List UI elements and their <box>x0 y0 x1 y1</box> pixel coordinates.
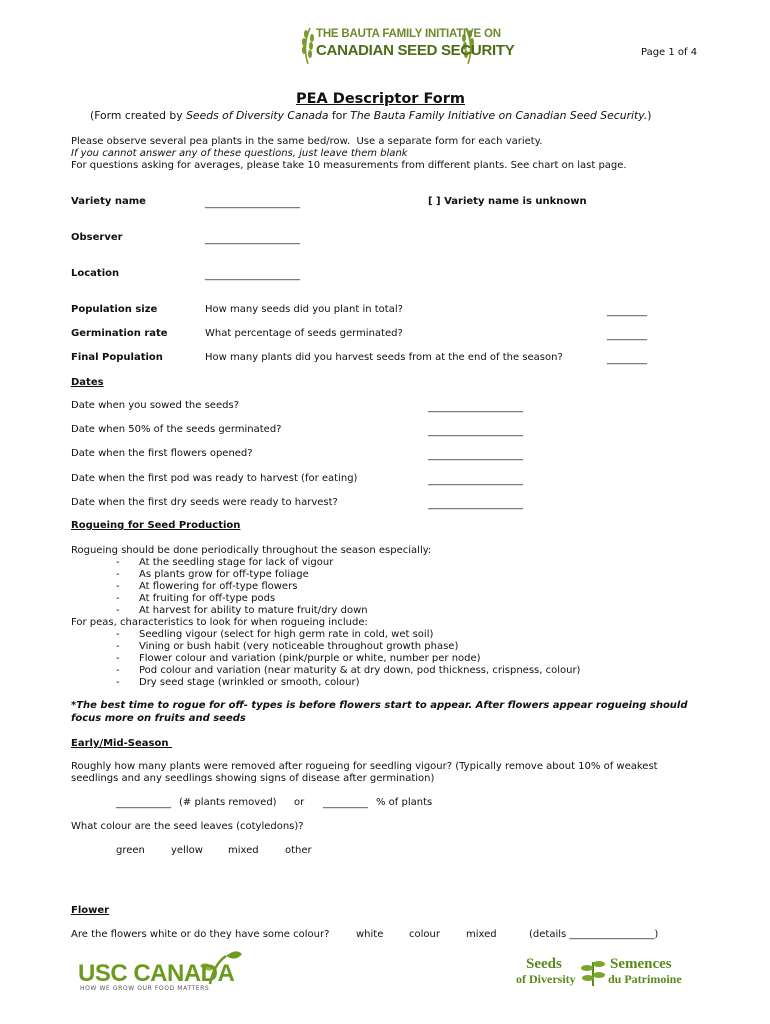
page-number: Page 1 of 4 <box>641 47 698 58</box>
flower-heading: Flower <box>71 905 110 916</box>
bullet-dash: - <box>116 593 120 604</box>
rogue-note-line-1: *The best time to rogue for off- types is before flowers start to appear. After flowers appear rogueing should <box>71 700 688 711</box>
option-white[interactable]: white <box>356 929 384 940</box>
bullet-dash: - <box>116 581 120 592</box>
list-item: At the seedling stage for lack of vigour <box>139 557 334 568</box>
intro-line-1: Please observe several pea plants in the same bed/row. Use a separate form for each variety. <box>71 136 543 147</box>
variety-label: Variety name <box>71 196 146 207</box>
list-item: At fruiting for off-type pods <box>139 593 276 604</box>
early-q1-line-1: Roughly how many plants were removed after rogueing for seedling vigour? (Typically remove about 10% of weakest <box>71 761 658 772</box>
usc-tagline: HOW WE GROW OUR FOOD MATTERS <box>80 985 210 992</box>
location-field[interactable]: ___________________ <box>205 270 300 281</box>
final-population-question: How many plants did you harvest seeds from at the end of the season? <box>205 352 563 363</box>
early-q1-line-2: seedlings and any seedlings showing signs of disease after germination) <box>71 773 435 784</box>
flower-details-field[interactable]: (details _________________) <box>529 929 659 940</box>
logo-line-1: THE BAUTA FAMILY INITIATIVE ON <box>316 28 501 40</box>
observer-field[interactable]: ___________________ <box>205 234 300 245</box>
sod-line-2: of Diversity <box>516 972 576 986</box>
list-item: At harvest for ability to mature fruit/dry down <box>139 605 368 616</box>
date-field[interactable]: ___________________ <box>428 475 523 486</box>
germination-field[interactable]: ________ <box>607 330 647 341</box>
bullet-dash: - <box>116 629 120 640</box>
intro-line-3: For questions asking for averages, please take 10 measurements from different plants. See chart on last page. <box>71 160 627 171</box>
population-question: How many seeds did you plant in total? <box>205 304 403 315</box>
option-yellow[interactable]: yellow <box>171 845 203 856</box>
variety-field[interactable]: ___________________ <box>205 198 300 209</box>
bullet-dash: - <box>116 653 120 664</box>
date-question: Date when the first pod was ready to harvest (for eating) <box>71 473 358 484</box>
sod-line-4: du Patrimoine <box>608 972 682 986</box>
usc-canada-logo <box>78 946 248 996</box>
date-question: Date when the first flowers opened? <box>71 448 253 459</box>
rogueing-intro: Rogueing should be done periodically throughout the season especially: <box>71 545 432 556</box>
list-item: Seedling vigour (select for high germ rate in cold, wet soil) <box>139 629 434 640</box>
bullet-dash: - <box>116 677 120 688</box>
list-item: As plants grow for off-type foliage <box>139 569 309 580</box>
subtitle: (Form created by Seeds of Diversity Canada for The Bauta Family Initiative on Canadian Seed Security.) <box>90 109 652 122</box>
list-item: Dry seed stage (wrinkled or smooth, colour) <box>139 677 360 688</box>
final-population-label: Final Population <box>71 352 163 363</box>
or-label: or <box>294 797 305 808</box>
percent-plants-field[interactable]: _________ <box>323 798 368 809</box>
usc-title: USC CANADA <box>78 960 235 987</box>
logo-line-2: CANADIAN SEED SECURITY <box>316 42 515 59</box>
list-item: Pod colour and variation (near maturity & at dry down, pod thickness, crispness, colour) <box>139 665 581 676</box>
dates-heading: Dates <box>71 377 104 388</box>
bullet-dash: - <box>116 665 120 676</box>
date-question: Date when the first dry seeds were ready to harvest? <box>71 497 338 508</box>
population-field[interactable]: ________ <box>607 306 647 317</box>
variety-unknown-checkbox[interactable]: [ ] Variety name is unknown <box>428 196 587 207</box>
observer-label: Observer <box>71 232 123 243</box>
peas-intro: For peas, characteristics to look for when rogueing include: <box>71 617 368 628</box>
bullet-dash: - <box>116 557 120 568</box>
sod-line-1: Seeds <box>526 956 562 972</box>
rogueing-heading: Rogueing for Seed Production <box>71 520 241 531</box>
list-item: Vining or bush habit (very noticeable throughout growth phase) <box>139 641 459 652</box>
bullet-dash: - <box>116 605 120 616</box>
cotyledon-question: What colour are the seed leaves (cotyledons)? <box>71 821 304 832</box>
plants-removed-label: (# plants removed) <box>179 797 277 808</box>
list-item: Flower colour and variation (pink/purple or white, number per node) <box>139 653 481 664</box>
list-item: At flowering for off-type flowers <box>139 581 298 592</box>
plants-removed-field[interactable]: ___________ <box>116 798 171 809</box>
bauta-logo <box>298 24 515 68</box>
option-green[interactable]: green <box>116 845 145 856</box>
date-field[interactable]: ___________________ <box>428 402 523 413</box>
bullet-dash: - <box>116 569 120 580</box>
final-population-field[interactable]: ________ <box>607 354 647 365</box>
location-label: Location <box>71 268 120 279</box>
date-field[interactable]: ___________________ <box>428 426 523 437</box>
option-colour[interactable]: colour <box>409 929 440 940</box>
date-field[interactable]: ___________________ <box>428 450 523 461</box>
sod-line-3: Semences <box>610 956 672 972</box>
plant-icon <box>578 954 608 988</box>
germination-question: What percentage of seeds germinated? <box>205 328 403 339</box>
population-label: Population size <box>71 304 158 315</box>
germination-label: Germination rate <box>71 328 168 339</box>
option-mixed[interactable]: mixed <box>228 845 259 856</box>
early-season-heading: Early/Mid-Season <box>71 738 172 749</box>
option-other[interactable]: other <box>285 845 312 856</box>
option-mixed[interactable]: mixed <box>466 929 497 940</box>
flower-question: Are the flowers white or do they have some colour? <box>71 929 330 940</box>
page-title: PEA Descriptor Form <box>296 91 466 107</box>
bullet-dash: - <box>116 641 120 652</box>
intro-line-2: If you cannot answer any of these questions, just leave them blank <box>71 148 408 159</box>
rogue-note-line-2: focus more on fruits and seeds <box>71 713 246 724</box>
percent-plants-label: % of plants <box>376 797 433 808</box>
date-question: Date when you sowed the seeds? <box>71 400 239 411</box>
date-field[interactable]: ___________________ <box>428 499 523 510</box>
date-question: Date when 50% of the seeds germinated? <box>71 424 282 435</box>
seeds-of-diversity-logo <box>516 952 686 992</box>
